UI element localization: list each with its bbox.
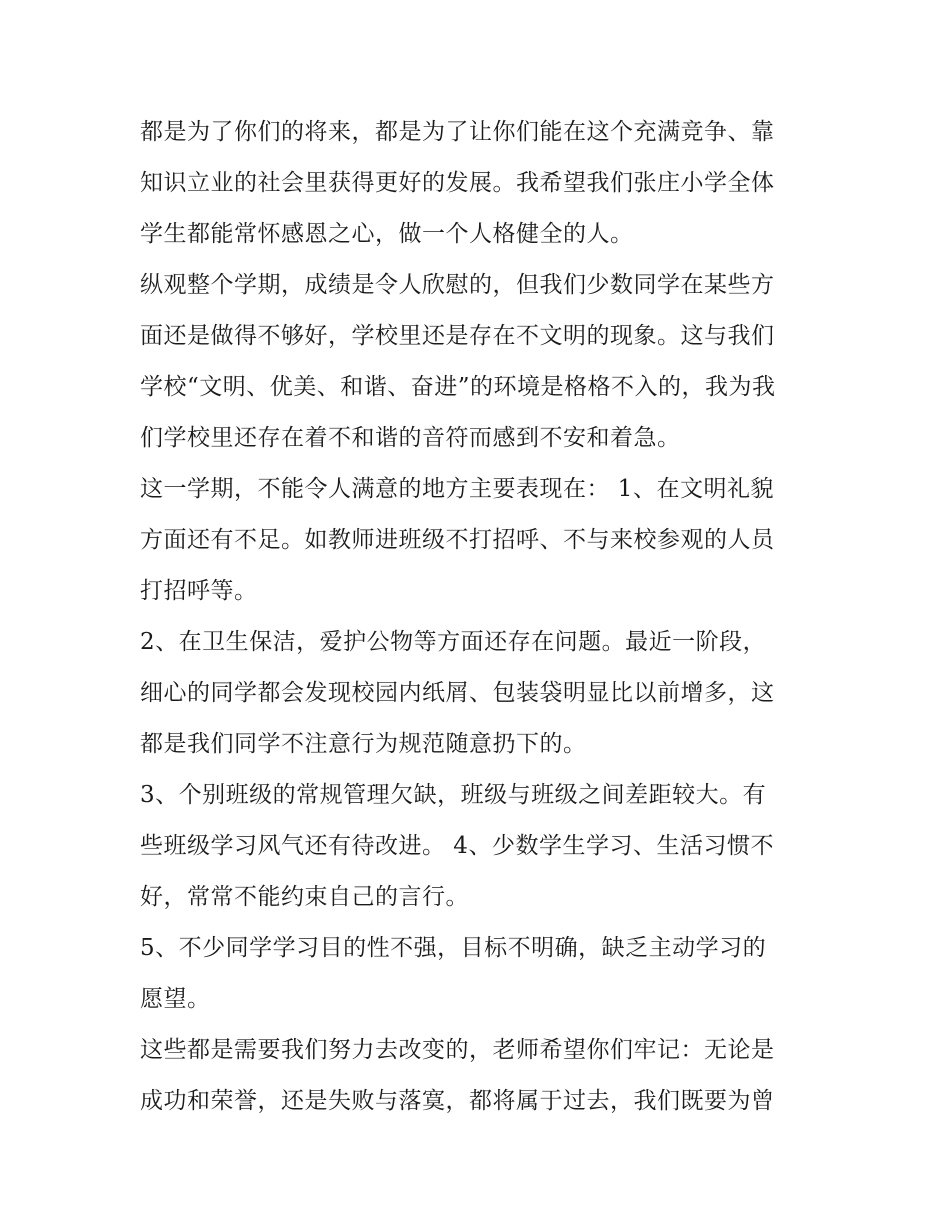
text-line: 面还是做得不够好，学校里还是存在不文明的现象。这与我们 xyxy=(140,323,775,349)
text-line: 都是我们同学不注意行为规范随意扔下的。 xyxy=(140,731,587,757)
text-line: 纵观整个学期，成绩是令人欣慰的，但我们少数同学在某些方 xyxy=(140,272,775,298)
text-line: 2、在卫生保洁，爱护公物等方面还存在问题。最近一阶段， xyxy=(140,629,767,655)
text-line: 细心的同学都会发现校园内纸屑、包装袋明显比以前增多，这 xyxy=(140,680,775,706)
text-line: 们学校里还存在着不和谐的音符而感到不安和着急。 xyxy=(140,425,681,451)
text-line: 好，常常不能约束自己的言行。 xyxy=(140,884,469,910)
text-line: 方面还有不足。如教师进班级不打招呼、不与来校参观的人员 xyxy=(140,527,775,553)
text-line: 5、不少同学学习目的性不强，目标不明确，缺乏主动学习的 xyxy=(140,935,767,961)
text-line: 都是为了你们的将来，都是为了让你们能在这个充满竞争、靠 xyxy=(140,119,775,145)
text-line: 这一学期，不能令人满意的地方主要表现在： 1、在文明礼貌 xyxy=(140,476,774,502)
text-line: 学生都能常怀感恩之心，做一个人格健全的人。 xyxy=(140,221,634,247)
text-line: 知识立业的社会里获得更好的发展。我希望我们张庄小学全体 xyxy=(140,170,775,196)
text-line: 打招呼等。 xyxy=(140,578,258,604)
body-text xyxy=(140,107,830,1127)
text-line: 些班级学习风气还有待改进。 4、少数学生学习、生活习惯不 xyxy=(140,833,774,859)
text-line: 学校“文明、优美、和谐、奋进”的环境是格格不入的，我为我 xyxy=(140,374,776,400)
text-line: 愿望。 xyxy=(140,986,211,1012)
text-line: 3、个别班级的常规管理欠缺，班级与班级之间差距较大。有 xyxy=(140,782,767,808)
text-line: 这些都是需要我们努力去改变的，老师希望你们牢记：无论是 xyxy=(140,1037,775,1063)
text-line: 成功和荣誉，还是失败与落寞，都将属于过去，我们既要为曾 xyxy=(140,1088,775,1114)
